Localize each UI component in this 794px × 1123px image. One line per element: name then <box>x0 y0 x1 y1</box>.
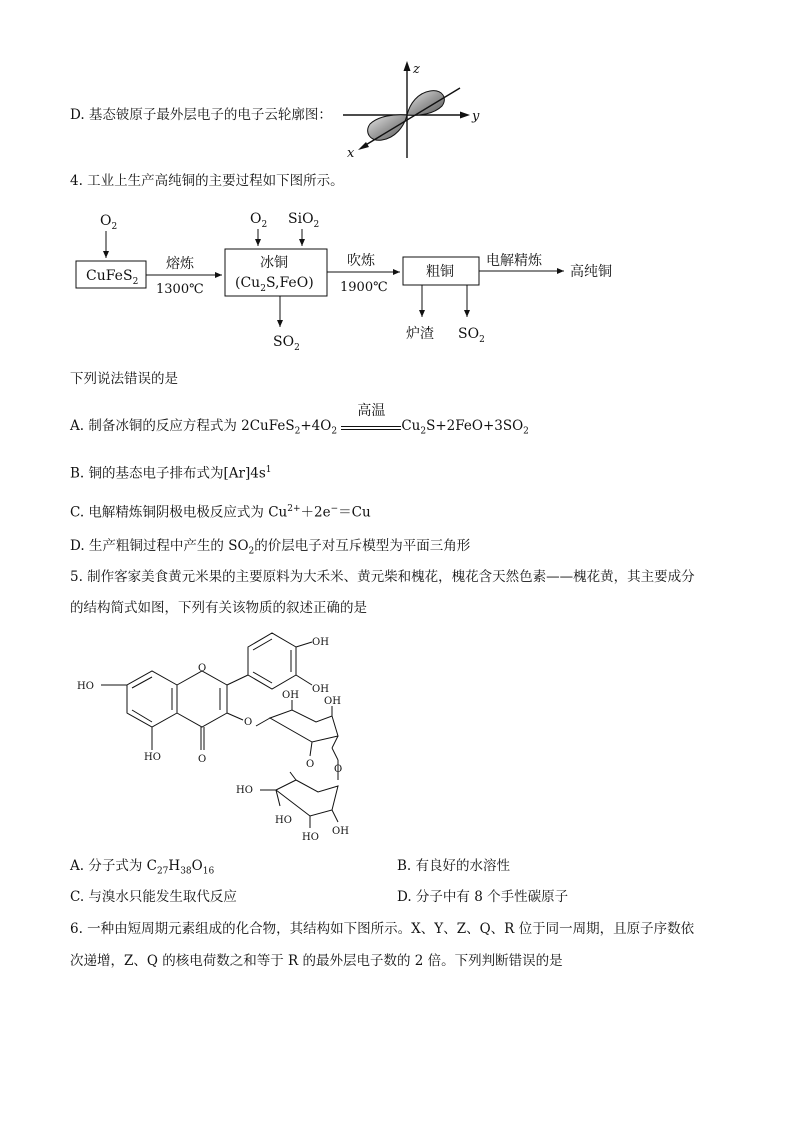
so2-output-1: $SO_2$ <box>273 334 300 353</box>
axis-z-label: z <box>413 62 420 77</box>
oh-label-rha2: HO <box>275 815 292 826</box>
q5-stem-line1: 5. 制作客家美食黄元米果的主要原料为大禾米、黄元柴和槐花，槐花含天然色素——槐花黄，其主要成分 <box>70 569 695 585</box>
smelting-temp: 1300℃ <box>156 282 204 297</box>
blowing-label: 吹炼 <box>347 253 375 269</box>
oh-label-3p: OH <box>312 637 329 648</box>
blowing-temp: 1900℃ <box>340 280 388 295</box>
matte-label: 冰铜 <box>260 255 288 271</box>
oh-label-7: HO <box>77 681 94 692</box>
q4-option-c: C. 电解精炼铜阴极电极反应式为 $Cu^{2+}+2e^-=Cu$ <box>70 504 371 521</box>
smelting-label: 熔炼 <box>166 256 194 272</box>
sophorin-structure <box>70 630 370 842</box>
matte-composition: $(Cu_2S,FeO)$ <box>235 275 314 294</box>
oh-label-sugar1: OH <box>282 690 299 701</box>
q5-stem-line2: 的结构简式如图，下列有关该物质的叙述正确的是 <box>70 600 367 616</box>
oh-label-rha4: OH <box>332 826 349 837</box>
oh-label-rha3: HO <box>302 832 319 842</box>
pure-copper-label: 高纯铜 <box>570 264 612 280</box>
condition-high-temp: 高温 <box>357 403 386 419</box>
q6-stem-line1: 6. 一种由短周期元素组成的化合物，其结构如下图所示。X、Y、Z、Q、R 位于同一周期，且原子序数依 <box>70 921 695 937</box>
q5-option-a: A. 分子式为 $C_{27}H_{38}O_{16}$ <box>70 858 215 877</box>
ring-o-label: O <box>198 663 207 674</box>
q4-stem: 4. 工业上生产高纯铜的主要过程如下图所示。 <box>70 173 344 189</box>
oh-label-sugar2: OH <box>324 696 341 707</box>
electrorefining-label: 电解精炼 <box>486 253 542 269</box>
sio2-input: SiO$_2$ <box>288 211 320 230</box>
p-orbital-diagram <box>340 58 490 163</box>
q4-option-b: B. 铜的基态电子排布式为$[Ar]4s^1$ <box>70 465 272 482</box>
cufes2-label: CuFeS$_2$ <box>86 268 139 287</box>
copper-process-flow <box>70 205 630 355</box>
oh-label-4p: OH <box>312 684 329 695</box>
slag-output: 炉渣 <box>406 326 434 342</box>
q3-option-d: D. 基态铍原子最外层电子的电子云轮廓图： <box>70 107 332 123</box>
link-o-label: O <box>334 764 343 775</box>
q5-option-b: B. 有良好的水溶性 <box>397 858 511 874</box>
axis-x-label: x <box>347 146 355 161</box>
o2-input-1: $O_2$ <box>100 213 118 232</box>
q5-option-c: C. 与溴水只能发生取代反应 <box>70 889 237 905</box>
so2-output-2: $SO_2$ <box>458 326 485 345</box>
oh-label-rha1: HO <box>236 785 253 796</box>
o2-input-2: $O_2$ <box>250 211 268 230</box>
blister-copper-label: 粗铜 <box>426 264 454 280</box>
sugar-ring-o-label: O <box>306 759 315 770</box>
axis-y-label: y <box>472 109 480 124</box>
q4-option-a: A. 制备冰铜的反应方程式为 $2CuFeS_2+4O_2$ 高温 $Cu_2S+2FeO+3SO_2$ <box>70 403 529 437</box>
oh-label-5: HO <box>144 752 161 763</box>
q5-option-d: D. 分子中有 8 个手性碳原子 <box>397 889 569 905</box>
q4-question: 下列说法错误的是 <box>70 371 178 387</box>
carbonyl-o-label: O <box>198 754 207 765</box>
q4-option-d: D. 生产粗铜过程中产生的 $SO_2$的价层电子对互斥模型为平面三角形 <box>70 538 471 557</box>
glycoside-o-label: O <box>244 717 253 728</box>
q6-stem-line2: 次递增，Z、Q 的核电荷数之和等于 R 的最外层电子数的 2 倍。下列判断错误的是 <box>70 953 563 969</box>
